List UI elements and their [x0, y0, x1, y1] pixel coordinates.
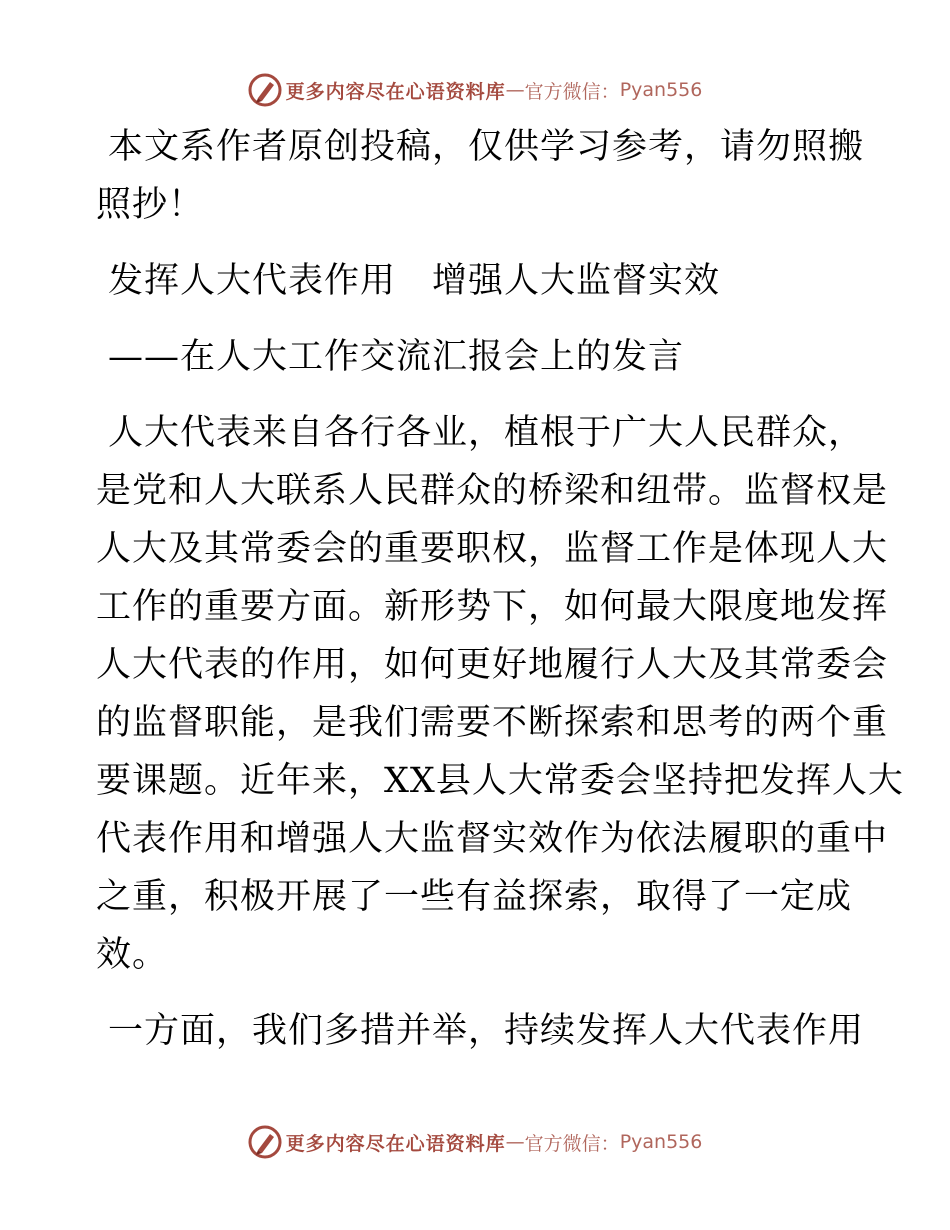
paragraph-line: 效。: [96, 935, 169, 975]
watermark-official-label: 官方微信：: [524, 1132, 620, 1155]
paragraph-line: 要课题。近年来，XX县人大常委会坚持把发挥人大: [96, 761, 904, 801]
paragraph-line: 是党和人大联系人民群众的桥梁和纽带。监督权是: [96, 471, 889, 511]
paragraph-2: [96, 1002, 865, 1060]
copyright-notice: [96, 118, 865, 234]
watermark-dash: —: [505, 1131, 525, 1153]
pen-logo-icon: [248, 1125, 282, 1159]
watermark-dash: —: [505, 79, 525, 101]
pen-logo-icon: [248, 73, 282, 107]
paragraph-line: 工作的重要方面。新形势下，如何最大限度地发挥: [96, 587, 889, 627]
document-subtitle: ——在人大工作交流汇报会上的发言: [108, 337, 685, 377]
paragraph-line: 人大及其常委会的重要职权，监督工作是体现人大: [96, 529, 889, 569]
paragraph-line: 的监督职能，是我们需要不断探索和思考的两个重: [96, 703, 889, 743]
paragraph-line: 代表作用和增强人大监督实效作为依法履职的重中: [96, 819, 889, 859]
watermark-main-text: 更多内容尽在心语资料库: [285, 1132, 506, 1155]
notice-line: 本文系作者原创投稿，仅供学习参考，请勿照搬: [108, 127, 865, 167]
paragraph-line: 人大代表的作用，如何更好地履行人大及其常委会: [96, 645, 889, 685]
watermark-wechat-id: Pyan556: [619, 1131, 703, 1153]
watermark-main-text: 更多内容尽在心语资料库: [285, 80, 506, 103]
watermark-official-label: 官方微信：: [524, 80, 620, 103]
paragraph-line: 人大代表来自各行各业，植根于广大人民群众，: [108, 413, 865, 453]
paragraph-1: [96, 404, 904, 984]
paragraph-line: 之重，积极开展了一些有益探索，取得了一定成: [96, 877, 853, 917]
footer-watermark: [0, 1122, 950, 1162]
notice-line: 照抄！: [96, 185, 205, 225]
watermark-wechat-id: Pyan556: [619, 79, 703, 101]
header-watermark: [0, 70, 950, 110]
paragraph-line: 一方面，我们多措并举，持续发挥人大代表作用: [108, 1011, 865, 1051]
document-title: 发挥人大代表作用 增强人大监督实效: [108, 261, 721, 301]
document-body: [96, 118, 904, 1060]
